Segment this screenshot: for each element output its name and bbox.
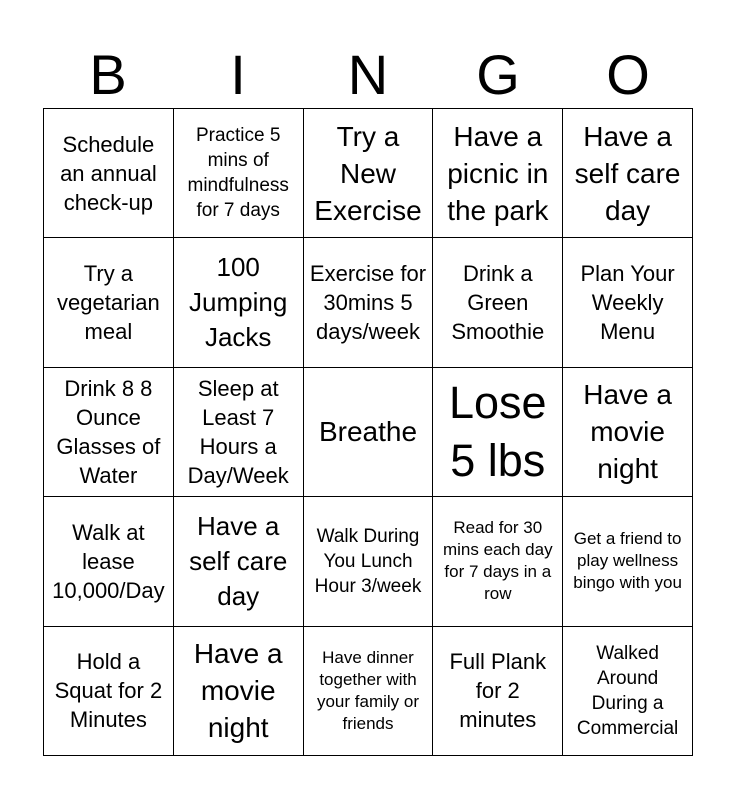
bingo-cell-r4-c2[interactable] — [174, 497, 304, 626]
cell-text: Lose 5 lbs — [448, 376, 547, 486]
header-letter-g: G — [476, 43, 520, 106]
bingo-cell-r1-c2[interactable] — [174, 109, 304, 238]
bingo-cell-r4-c3[interactable] — [304, 497, 434, 626]
cell-text: Walk at lease 10,000/Day — [52, 519, 165, 603]
cell-text: Walked Around During a Commercial — [576, 642, 679, 739]
cell-text: Try a New Exercise — [314, 120, 422, 226]
bingo-cell-r2-c3[interactable] — [304, 238, 434, 367]
bingo-cell-r2-c2[interactable] — [174, 238, 304, 367]
bingo-cell-r2-c5[interactable] — [563, 238, 693, 367]
bingo-cell-r4-c4[interactable] — [433, 497, 563, 626]
cell-text: Have a self care day — [189, 510, 288, 611]
bingo-cell-r3-c3[interactable] — [304, 368, 434, 497]
bingo-header — [43, 42, 693, 108]
bingo-grid — [43, 108, 693, 756]
bingo-cell-r3-c1[interactable] — [44, 368, 174, 497]
cell-text: Full Plank for 2 minutes — [449, 649, 547, 733]
bingo-cell-r3-c5[interactable] — [563, 368, 693, 497]
bingo-cell-r2-c4[interactable] — [433, 238, 563, 367]
bingo-cell-r1-c3[interactable] — [304, 109, 434, 238]
cell-text: Walk During You Lunch Hour 3/week — [314, 525, 422, 597]
cell-text: Breathe — [318, 416, 418, 448]
cell-text: Plan Your Weekly Menu — [580, 261, 675, 345]
cell-text: Schedule an annual check-up — [60, 131, 157, 215]
cell-text: Read for 30 mins each day for 7 days in a row — [442, 518, 553, 604]
cell-text: Have a movie night — [583, 379, 672, 485]
cell-text: Have a self care day — [574, 120, 681, 226]
cell-text: Have dinner together with your family or friends — [316, 647, 419, 733]
header-letter-n: N — [347, 43, 389, 106]
header-letter-o: O — [606, 43, 650, 106]
header-letter-b: B — [89, 43, 127, 106]
bingo-cell-r1-c1[interactable] — [44, 109, 174, 238]
cell-text: Drink 8 8 Ounce Glasses of Water — [56, 375, 161, 488]
bingo-cell-r5-c3[interactable] — [304, 627, 434, 756]
bingo-cell-r3-c4[interactable] — [433, 368, 563, 497]
bingo-cell-r3-c2[interactable] — [174, 368, 304, 497]
header-letter-i: I — [230, 43, 246, 106]
cell-text: Practice 5 mins of mindfulness for 7 days — [187, 125, 289, 222]
bingo-cell-r4-c1[interactable] — [44, 497, 174, 626]
cell-text: Exercise for 30mins 5 days/week — [309, 261, 427, 345]
bingo-cell-r1-c5[interactable] — [563, 109, 693, 238]
bingo-cell-r4-c5[interactable] — [563, 497, 693, 626]
cell-text: Have a movie night — [193, 638, 283, 744]
cell-text: Drink a Green Smoothie — [451, 261, 545, 345]
bingo-cell-r5-c2[interactable] — [174, 627, 304, 756]
bingo-cell-r5-c4[interactable] — [433, 627, 563, 756]
cell-text: Hold a Squat for 2 Minutes — [54, 649, 163, 733]
cell-text: Have a picnic in the park — [447, 120, 549, 226]
cell-text: Get a friend to play wellness bingo with you — [573, 529, 682, 593]
bingo-cell-r5-c5[interactable] — [563, 627, 693, 756]
cell-text: 100 Jumping Jacks — [189, 252, 288, 353]
bingo-cell-r1-c4[interactable] — [433, 109, 563, 238]
cell-text: Sleep at Least 7 Hours a Day/Week — [187, 375, 289, 488]
cell-text: Try a vegetarian meal — [57, 261, 160, 345]
bingo-cell-r2-c1[interactable] — [44, 238, 174, 367]
bingo-cell-r5-c1[interactable] — [44, 627, 174, 756]
